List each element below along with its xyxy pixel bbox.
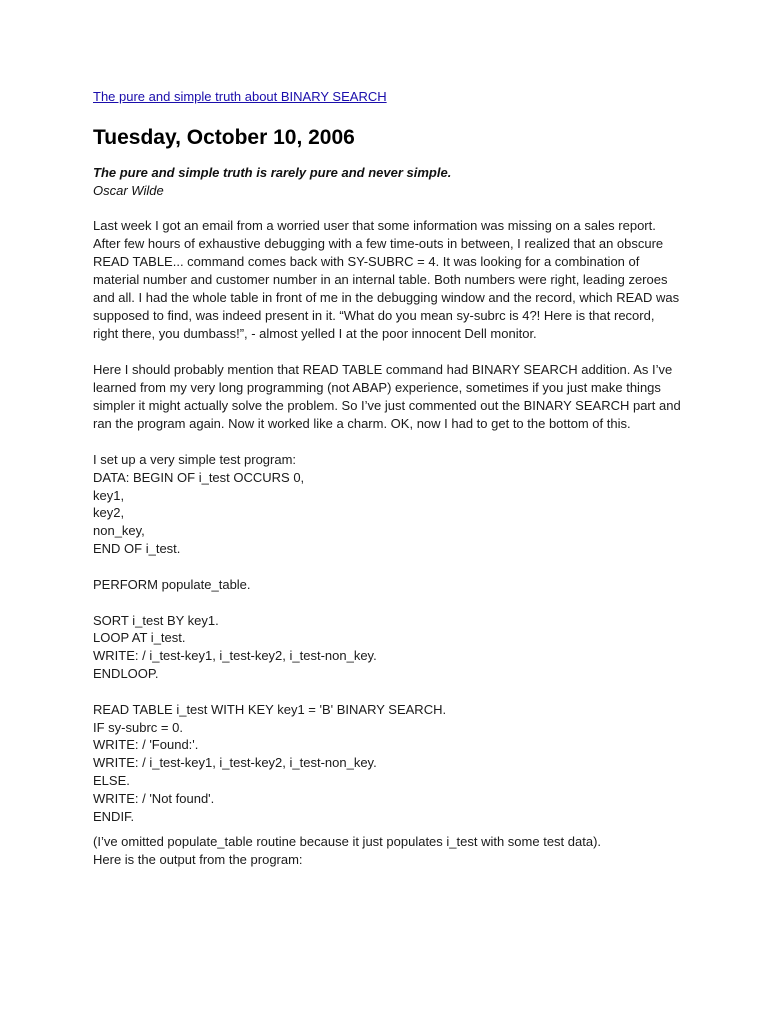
epigraph <box>93 164 683 200</box>
code-line: key2, <box>93 505 125 521</box>
code-line: WRITE: / i_test-key1, i_test-key2, i_test-non_key. <box>93 755 377 771</box>
post-content <box>93 88 683 869</box>
code-intro: I set up a very simple test program: <box>93 452 297 467</box>
paragraph-1: Last week I got an email from a worried user that some information was missing on a sales report. After few hours of exhaustive debugging with a few time-outs in between, I realized that an obscure READ TABLE... command comes back with SY-SUBRC = 4. It was looking for a combination of material number and customer number in an internal table. Both numbers were right, leading zeroes and all. I had the whole table in front of me in the debugging window and the record, which READ was supposed to find, was indeed present in it. “What do you mean sy-subrc is 4?! Here is that record, right there, you dumbass!”, - almost yelled I at the poor innocent Dell monitor. <box>93 218 680 341</box>
epigraph-author: Oscar Wilde <box>93 183 164 198</box>
code-line: WRITE: / i_test-key1, i_test-key2, i_test-non_key. <box>93 648 377 664</box>
code-line: READ TABLE i_test WITH KEY key1 = 'B' BINARY SEARCH. <box>93 701 447 717</box>
post-date: Tuesday, October 10, 2006 <box>93 126 355 149</box>
code-line: ELSE. <box>93 772 130 788</box>
code-line: END OF i_test. <box>93 540 181 556</box>
code-listing-loop <box>93 612 683 683</box>
code-line: PERFORM populate_table. <box>93 576 251 592</box>
code-listing-perform <box>93 576 683 594</box>
code-line: SORT i_test BY key1. <box>93 612 219 628</box>
closing-note <box>93 833 683 869</box>
code-line: WRITE: / 'Not found'. <box>93 790 215 806</box>
epigraph-quote: The pure and simple truth is rarely pure and never simple. <box>93 165 452 180</box>
closing-note-line: Here is the output from the program: <box>93 852 303 868</box>
code-line: key1, <box>93 487 125 503</box>
code-line: IF sy-subrc = 0. <box>93 719 183 735</box>
code-line: non_key, <box>93 523 145 539</box>
code-line: LOOP AT i_test. <box>93 630 186 646</box>
code-line: ENDIF. <box>93 808 135 824</box>
closing-note-line: (I’ve omitted populate_table routine because it just populates i_test with some test data). <box>93 834 602 850</box>
paragraph-2: Here I should probably mention that READ TABLE command had BINARY SEARCH addition. As I’ve learned from my very long programming (not ABAP) experience, sometimes if you just make things simpler it might actually solve the problem. So I’ve just commented out the BINARY SEARCH part and ran the program again. Now it worked like a charm. OK, now I had to get to the bottom of this. <box>93 362 681 431</box>
code-line: ENDLOOP. <box>93 665 159 681</box>
code-listing-read-table <box>93 701 683 826</box>
code-listing-declaration <box>93 451 683 558</box>
post-title-link[interactable]: The pure and simple truth about BINARY SEARCH <box>93 89 387 104</box>
code-line: DATA: BEGIN OF i_test OCCURS 0, <box>93 469 305 485</box>
code-line: WRITE: / 'Found:'. <box>93 737 199 753</box>
